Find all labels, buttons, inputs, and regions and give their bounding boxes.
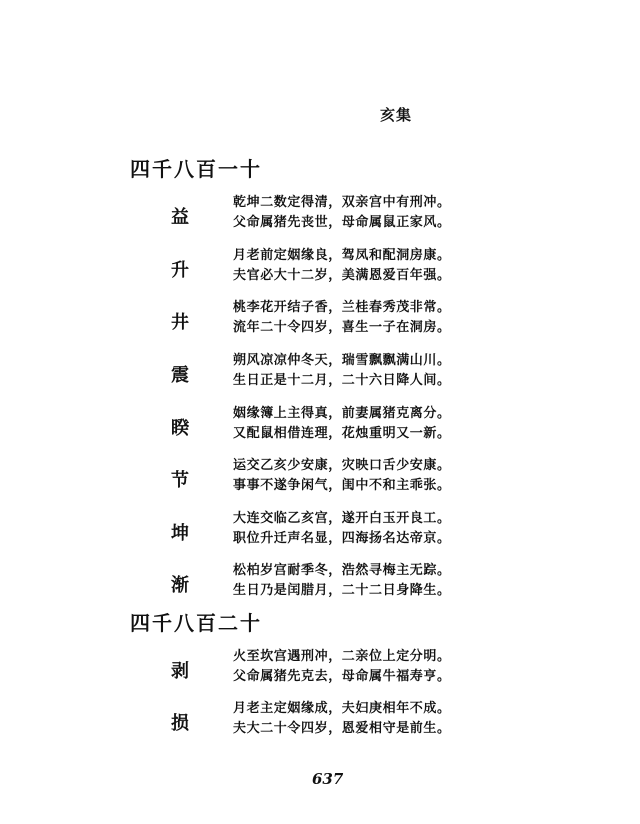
verse-line-2: 又配鼠相借连理，花烛重明又一新。 [233, 426, 451, 441]
hexagram-name: 睽 [171, 418, 189, 439]
verse-line-1: 朔风凉凉仲冬天，瑞雪飘飘满山川。 [233, 353, 451, 368]
hexagram-name: 损 [171, 713, 189, 734]
verse-line-1: 桃李花开结子香，兰桂春秀茂非常。 [233, 300, 451, 315]
hexagram-name: 节 [171, 470, 189, 491]
hexagram-name: 渐 [171, 575, 189, 596]
verse-line-2: 父命属猪先克去，母命属牛福寿亨。 [233, 669, 451, 684]
hexagram-name: 升 [171, 260, 189, 281]
verse-line-2: 夫大二十令四岁，恩爱相守是前生。 [233, 721, 451, 736]
hexagram-name: 益 [171, 207, 189, 228]
verse-line-2: 事事不遂争闲气，闺中不和主乖张。 [233, 478, 451, 493]
verse-entry [0, 244, 640, 294]
verse-line-2: 生日正是十二月，二十六日降人间。 [233, 373, 451, 388]
verse-entry [0, 191, 640, 241]
verse-entry [0, 402, 640, 452]
verse-line-1: 松柏岁宫耐季冬，浩然寻梅主无踪。 [233, 563, 451, 578]
verse-line-2: 夫官必大十二岁，美满恩爱百年强。 [233, 268, 451, 283]
section-heading: 四千八百一十 [130, 157, 262, 181]
verse-line-1: 大连交临乙亥宫，遂开白玉开良工。 [233, 511, 451, 526]
hexagram-name: 坤 [171, 523, 189, 544]
page-number: 637 [312, 770, 344, 788]
hexagram-name: 剥 [171, 661, 189, 682]
verse-line-1: 月老前定姻缘良，驾凤和配洞房康。 [233, 248, 451, 263]
running-head: 亥集 [380, 106, 413, 124]
verse-line-1: 乾坤二数定得清，双亲宫中有刑冲。 [233, 195, 451, 210]
verse-entry [0, 697, 640, 747]
verse-line-1: 运交乙亥少安康，灾映口舌少安康。 [233, 458, 451, 473]
verse-line-2: 生日乃是闰腊月，二十二日身降生。 [233, 583, 451, 598]
verse-entry [0, 296, 640, 346]
verse-line-2: 流年二十令四岁，喜生一子在洞房。 [233, 320, 451, 335]
verse-entry [0, 507, 640, 557]
verse-line-2: 职位升迁声名显，四海扬名达帝京。 [233, 531, 451, 546]
verse-entry [0, 559, 640, 609]
hexagram-name: 震 [171, 365, 189, 386]
verse-entry [0, 645, 640, 695]
hexagram-name: 井 [171, 312, 189, 333]
verse-line-1: 姻缘簿上主得真，前妻属猪克离分。 [233, 406, 451, 421]
verse-line-2: 父命属猪先丧世，母命属鼠正家风。 [233, 215, 451, 230]
section-heading: 四千八百二十 [130, 611, 262, 635]
verse-entry [0, 349, 640, 399]
verse-line-1: 火至坎宫遇刑冲，二亲位上定分明。 [233, 649, 451, 664]
verse-line-1: 月老主定姻缘成，夫妇庚相年不成。 [233, 701, 451, 716]
verse-entry [0, 454, 640, 504]
